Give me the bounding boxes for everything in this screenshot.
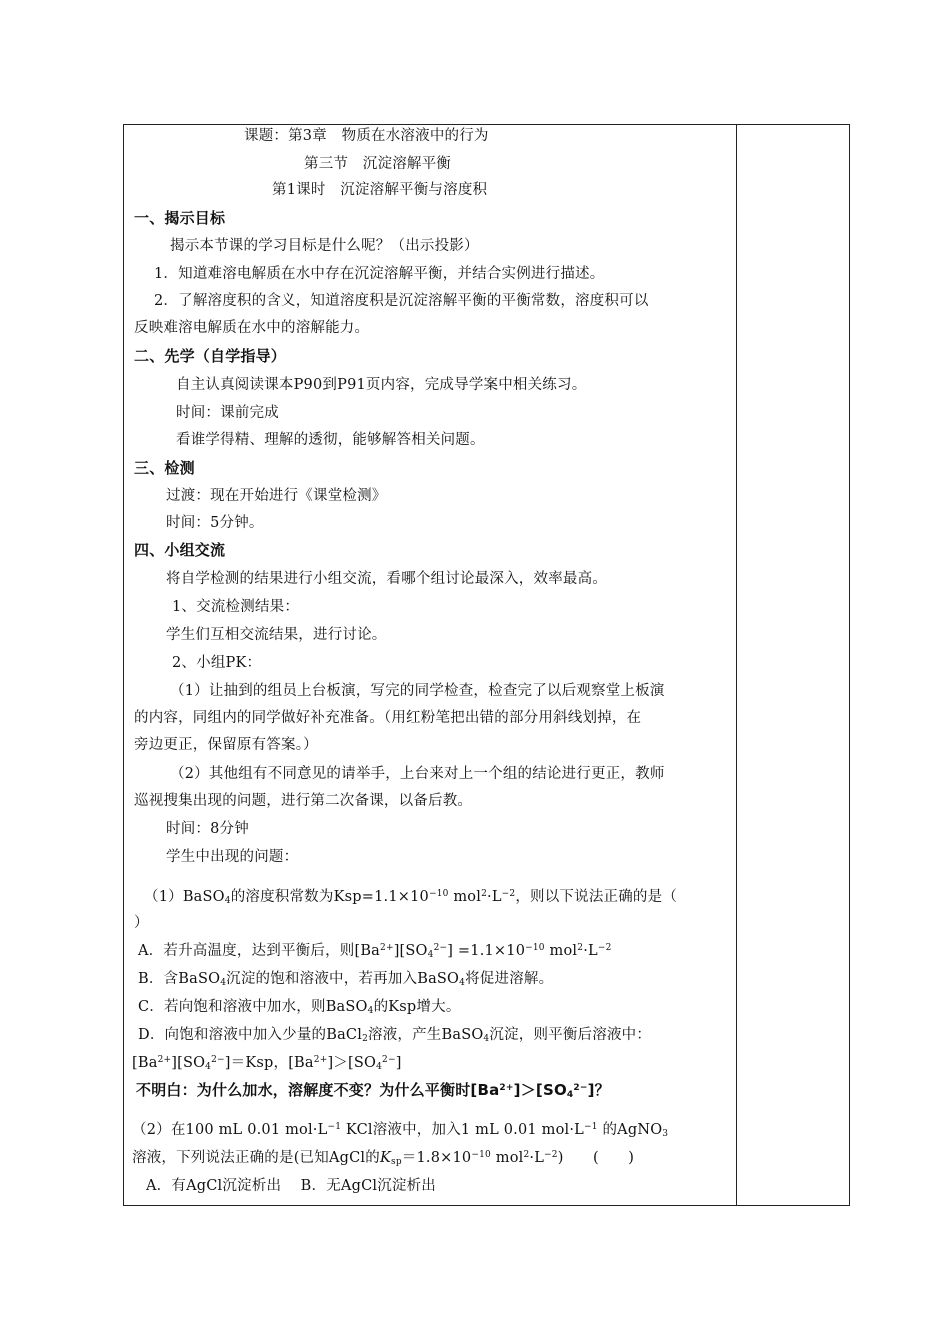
goal-2-line-1: 2．了解溶度积的含义，知道溶度积是沉淀溶解平衡的平衡常数，溶度积可以	[154, 293, 649, 309]
question-1-option-a: A．若升高温度，达到平衡后，则$[Ba^{2+}][SO_4^{2-}] =1.1\times 10^{-10}$ $mol^2\cdot L^{-2}$	[138, 943, 612, 960]
student-doubt: 不明白：为什么加水，溶解度不变？为什么平衡时$[Ba^{2+}]>[SO_4^{2-}]$？	[136, 1081, 610, 1100]
prestudy-line-1: 自主认真阅读课本P90到P91页内容，完成导学案中相关练习。	[176, 377, 587, 393]
group-line-10: 时间：8分钟	[166, 821, 249, 837]
group-line-3: 学生们互相交流结果，进行讨论。	[166, 627, 387, 643]
group-line-7: 旁边更正，保留原有答案。）	[134, 737, 318, 753]
question-2-stem: （2）在100 mL 0.01 $mol\cdot L^{-1}$ KCl溶液中，加入1 mL 0.01 $mol\cdot L^{-1}$ 的AgNO$_3$	[132, 1122, 669, 1139]
test-line-2: 时间：5分钟。	[166, 515, 264, 531]
group-line-6: 的内容，同组内的同学做好补充准备。（用红粉笔把出错的部分用斜线划掉，在	[134, 710, 642, 726]
prestudy-line-3: 看谁学得精、理解的透彻，能够解答相关问题。	[176, 432, 485, 448]
lesson-line: 第1课时 沉淀溶解平衡与溶度积	[272, 182, 488, 198]
question-1-option-b: B．含BaSO$_4$沉淀的饱和溶液中，若再加入BaSO$_4$将促进溶解。	[138, 971, 554, 988]
topic-line: 课题：第3章 物质在水溶液中的行为	[244, 128, 489, 144]
main-cell	[124, 125, 736, 1205]
question-1-stem: （1）BaSO$_4$的溶度积常数为$Ksp=1.1\times 10^{-10}$ $mol^2\cdot L^{-2}$，则以下说法正确的是（	[144, 889, 678, 906]
section-heading-goals: 一、揭示目标	[134, 209, 226, 227]
group-line-4: 2、小组PK：	[172, 655, 262, 671]
section-heading-group: 四、小组交流	[134, 541, 226, 559]
group-line-8: （2）其他组有不同意见的请举手，上台来对上一个组的结论进行更正，教师	[170, 766, 665, 782]
section-heading-prestudy: 二、先学（自学指导）	[134, 347, 287, 365]
test-line-1: 过渡：现在开始进行《课堂检测》	[166, 488, 387, 504]
lesson-plan-table	[123, 124, 850, 1206]
goal-2-line-2: 反映难溶电解质在水中的溶解能力。	[134, 320, 370, 336]
group-line-2: 1、交流检测结果：	[172, 599, 300, 615]
group-line-5: （1）让抽到的组员上台板演，写完的同学检查，检查完了以后观察堂上板演	[170, 683, 665, 699]
group-line-1: 将自学检测的结果进行小组交流，看哪个组讨论最深入，效率最高。	[166, 571, 607, 587]
prestudy-line-2: 时间：课前完成	[176, 405, 279, 421]
question-1-option-d: D．向饱和溶液中加入少量的BaCl$_2$溶液，产生BaSO$_4$沉淀，则平衡后溶液中：	[138, 1027, 652, 1044]
question-1-option-d-cont: $[Ba^{2+}][SO_4^{2-}]=Ksp$，$[Ba^{2+}]>[SO_4^{2-}]$	[132, 1055, 402, 1072]
question-2-options: A．有AgCl沉淀析出 B．无AgCl沉淀析出	[146, 1178, 437, 1194]
goals-intro: 揭示本节课的学习目标是什么呢？（出示投影）	[170, 238, 479, 254]
group-line-9: 巡视搜集出现的问题，进行第二次备课，以备后教。	[134, 793, 473, 809]
section-line: 第三节 沉淀溶解平衡	[304, 156, 451, 172]
question-1-option-c: C．若向饱和溶液中加水，则BaSO$_4$的Ksp增大。	[138, 999, 461, 1016]
section-heading-test: 三、检测	[134, 459, 195, 477]
question-2-stem-cont: 溶液，下列说法正确的是(已知AgCl的$K_{sp}=1.8\times 10^{-10}$ $mol^2\cdot L^{-2}$) ( )	[132, 1150, 635, 1167]
group-line-11: 学生中出现的问题：	[166, 849, 299, 865]
question-1-stem-close: ）	[134, 915, 149, 931]
goal-1: 1．知道难溶电解质在水中存在沉淀溶解平衡，并结合实例进行描述。	[154, 266, 605, 282]
